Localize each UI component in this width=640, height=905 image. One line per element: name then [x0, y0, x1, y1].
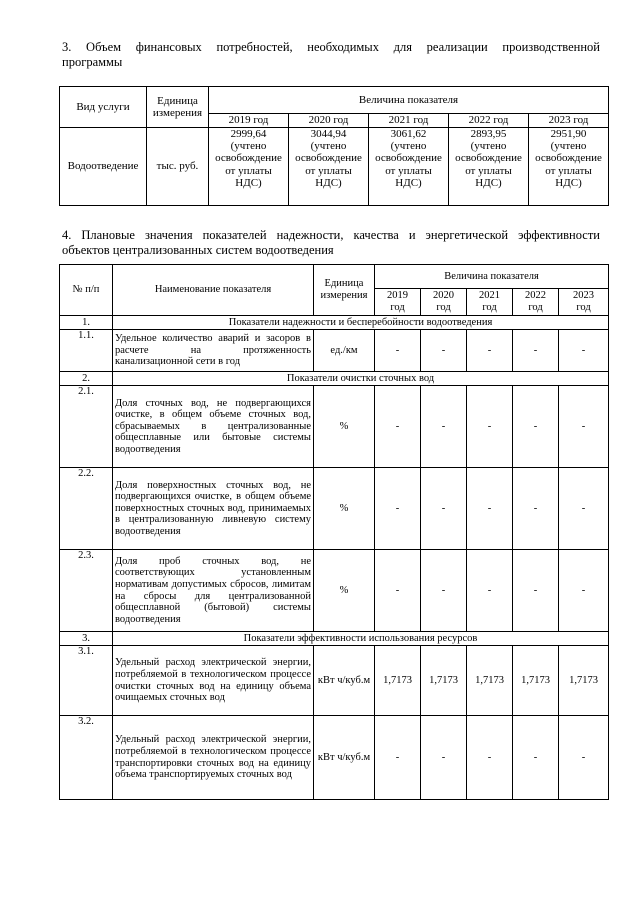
table-row	[60, 330, 609, 372]
row-unit: %	[314, 550, 375, 632]
value-cell	[289, 128, 369, 206]
group-row	[60, 316, 609, 330]
value-note: (учтено освобождение от уплаты НДС)	[535, 140, 602, 189]
year-number: 2020	[433, 290, 454, 302]
row-value: -	[559, 386, 609, 468]
year-number: 2021	[479, 290, 500, 302]
year-suffix: год	[436, 302, 451, 313]
row-value: -	[375, 550, 421, 632]
row-value: -	[513, 468, 559, 550]
section-3-heading-line-1: 3. Объем финансовых потребностей, необходимых для реализации производственной	[62, 40, 600, 54]
section-4-heading	[62, 228, 600, 258]
row-num: 3.1.	[60, 646, 113, 716]
value-note: (учтено освобождение от уплаты НДС)	[215, 140, 282, 189]
group-title: Показатели очистки сточных вод	[113, 372, 609, 386]
section-3-heading	[62, 40, 600, 70]
value-cell	[209, 128, 289, 206]
row-unit: ед./км	[314, 330, 375, 372]
value-number: 3044,94	[310, 128, 347, 140]
header-unit: Единица измерения	[314, 265, 375, 316]
group-num: 3.	[60, 632, 113, 646]
row-value: -	[467, 330, 513, 372]
row-value: -	[375, 330, 421, 372]
header-year: 2020 год	[289, 114, 369, 128]
value-cell	[529, 128, 609, 206]
value-note: (учтено освобождение от уплаты НДС)	[375, 140, 442, 189]
header-year	[513, 289, 559, 316]
row-value: -	[513, 386, 559, 468]
indicators-table	[59, 264, 609, 800]
header-year	[559, 289, 609, 316]
group-num: 1.	[60, 316, 113, 330]
year-number: 2022	[525, 290, 546, 302]
row-unit: %	[314, 468, 375, 550]
table-row	[60, 386, 609, 468]
row-value: 1,7173	[421, 646, 467, 716]
year-suffix: год	[528, 302, 543, 313]
group-row	[60, 632, 609, 646]
header-value: Величина показателя	[209, 87, 609, 114]
unit-cell: тыс. руб.	[147, 128, 209, 206]
header-year: 2023 год	[529, 114, 609, 128]
header-name: Наименование показателя	[113, 265, 314, 316]
row-num: 3.2.	[60, 716, 113, 800]
row-value: -	[559, 716, 609, 800]
value-number: 2951,90	[550, 128, 587, 140]
group-title: Показатели эффективности использования ресурсов	[113, 632, 609, 646]
row-value: -	[513, 716, 559, 800]
row-name: Удельное количество аварий и засоров в расчете на протяженность канализационной сети в год	[113, 330, 314, 372]
value-note: (учтено освобождение от уплаты НДС)	[455, 140, 522, 189]
year-suffix: год	[576, 302, 591, 313]
header-unit: Единица измерения	[147, 87, 209, 128]
row-value: -	[559, 550, 609, 632]
value-number: 2999,64	[230, 128, 267, 140]
row-value: -	[467, 386, 513, 468]
value-number: 3061,62	[390, 128, 427, 140]
financial-needs-table	[59, 86, 609, 206]
row-value: 1,7173	[559, 646, 609, 716]
row-name: Доля сточных вод, не подвергающихся очистке, в общем объеме сточных вод, сбрасываемых в централизованные общесплавные или бытовые системы водоотведения	[113, 386, 314, 468]
row-value: -	[467, 468, 513, 550]
row-name: Удельный расход электрической энергии, потребляемой в технологическом процессе транспортировки сточных вод на единицу объема транспортируемых сточных вод	[113, 716, 314, 800]
row-unit: кВт ч/куб.м	[314, 716, 375, 800]
header-num: № п/п	[60, 265, 113, 316]
table-row	[60, 128, 609, 206]
row-value: 1,7173	[375, 646, 421, 716]
header-value: Величина показателя	[375, 265, 609, 289]
row-unit: %	[314, 386, 375, 468]
header-year: 2021 год	[369, 114, 449, 128]
section-3-heading-line-2: программы	[62, 55, 123, 69]
row-value: -	[421, 716, 467, 800]
section-4-heading-line-1: 4. Плановые значения показателей надежности, качества и энергетической эффективности	[62, 228, 600, 242]
row-value: -	[513, 550, 559, 632]
row-unit: кВт ч/куб.м	[314, 646, 375, 716]
group-num: 2.	[60, 372, 113, 386]
row-value: 1,7173	[513, 646, 559, 716]
header-year	[421, 289, 467, 316]
section-4-heading-line-2: объектов централизованных систем водоотведения	[62, 243, 334, 257]
row-value: -	[421, 386, 467, 468]
table-row	[60, 550, 609, 632]
header-year: 2019 год	[209, 114, 289, 128]
service-cell: Водоотведение	[60, 128, 147, 206]
row-value: -	[467, 716, 513, 800]
value-cell	[449, 128, 529, 206]
table-row	[60, 468, 609, 550]
row-value: -	[421, 330, 467, 372]
row-value: -	[375, 386, 421, 468]
row-value: -	[559, 330, 609, 372]
row-value: 1,7173	[467, 646, 513, 716]
row-num: 2.3.	[60, 550, 113, 632]
table-row	[60, 646, 609, 716]
row-value: -	[467, 550, 513, 632]
row-name: Удельный расход электрической энергии, потребляемой в технологическом процессе очистки сточных вод на единицу объема очищаемых сточных вод	[113, 646, 314, 716]
year-suffix: год	[482, 302, 497, 313]
row-value: -	[375, 716, 421, 800]
row-value: -	[375, 468, 421, 550]
row-value: -	[421, 468, 467, 550]
row-value: -	[421, 550, 467, 632]
group-title: Показатели надежности и бесперебойности водоотведения	[113, 316, 609, 330]
year-number: 2019	[387, 290, 408, 302]
row-value: -	[559, 468, 609, 550]
row-num: 2.1.	[60, 386, 113, 468]
header-year	[467, 289, 513, 316]
table-row	[60, 716, 609, 800]
header-year: 2022 год	[449, 114, 529, 128]
value-number: 2893,95	[470, 128, 507, 140]
value-cell	[369, 128, 449, 206]
row-name: Доля поверхностных сточных вод, не подвергающихся очистке, в общем объеме поверхностных сточных вод, принимаемых в централизованную ливневую систему водоотведения	[113, 468, 314, 550]
row-num: 2.2.	[60, 468, 113, 550]
row-value: -	[513, 330, 559, 372]
header-year	[375, 289, 421, 316]
header-service: Вид услуги	[60, 87, 147, 128]
year-number: 2023	[573, 290, 595, 302]
row-num: 1.1.	[60, 330, 113, 372]
group-row	[60, 372, 609, 386]
year-suffix: год	[390, 302, 405, 313]
value-note: (учтено освобождение от уплаты НДС)	[295, 140, 362, 189]
row-name: Доля проб сточных вод, не соответствующих установленным нормативам допустимых сбросов, лимитам на сбросы для централизованной общесплавной (бытовой) системы водоотведения	[113, 550, 314, 632]
